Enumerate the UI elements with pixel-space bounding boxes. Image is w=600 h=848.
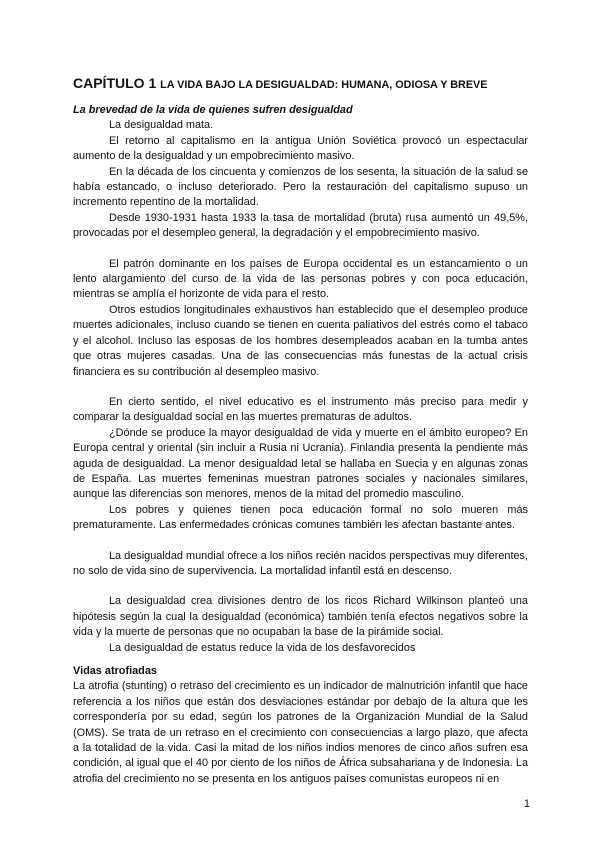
paragraph: ¿Dónde se produce la mayor desigualdad de vida y muerte en el ámbito europeo? En Europa central y oriental (sin incluir a Rusia ni Ucrania). Finlandia presenta la pendiente más aguda de desigualdad. La menor desigualdad letal se hallaba en Suecia y en algunas zonas de España. Las muertes femeninas muestran patrones sociales y nacionales similares, aunque las diferencias son menores, menos de la mitad del promedio masculino. — [73, 426, 528, 501]
paragraph: La desigualdad mata. — [109, 119, 214, 132]
paragraph: La atrofia (stunting) o retraso del crecimiento es un indicador de malnutrición infantil que hace referencia a los niños que están dos desviaciones estándar por debajo de la altura que les correspondería por su edad, según los patrones de la Organización Mundial de la Salud (OMS). Se trata de un retraso en el crecimiento con consecuencias a largo plazo, que afecta a la totalidad de la vida. Casi la mitad de los niños indios menores de cinco años sufren esa condición, al igual que el 40 por ciento de los niños de África subsahariana y de Indonesia. La atrofia del crecimiento no se presenta en los antiguos países comunistas europeos ni en — [73, 680, 528, 785]
paragraph: Otros estudios longitudinales exhaustivos han establecido que el desempleo produce muertes adicionales, incluso cuando se tienen en cuenta paliativos del estrés como el tabaco y el alcohol. Incluso las esposas de los hombres desempleados acaban en la tumba antes que otras mujeres casadas. Una de las consecuencias más funestas de la actual crisis financiera es su contribución al desempleo masivo. — [73, 303, 528, 378]
document-body — [73, 103, 528, 787]
chapter-number: CAPÍTULO 1 — [73, 75, 157, 91]
paragraph: En cierto sentido, el nivel educativo es el instrumento más preciso para medir y comparar la desigualdad social en las muertes prematuras de adultos. — [73, 395, 528, 424]
section-heading-vidas-atrofiadas: Vidas atrofiadas — [73, 665, 157, 677]
section-heading-brevedad: La brevedad de la vida de quienes sufren desigualdad — [73, 104, 353, 116]
paragraph: La desigualdad de estatus reduce la vida de los desfavorecidos — [109, 641, 416, 654]
paragraph: Los pobres y quienes tienen poca educación formal no solo mueren más prematuramente. Las enfermedades crónicas comunes también les afectan bastante antes. — [73, 503, 528, 532]
paragraph: Desde 1930-1931 hasta 1933 la tasa de mortalidad (bruta) rusa aumentó un 49,5%, provocadas por el desempleo general, la degradación y el empobrecimiento masivo. — [73, 211, 528, 240]
chapter-subtitle: LA VIDA BAJO LA DESIGUALDAD: HUMANA, ODIOSA Y BREVE — [160, 79, 488, 91]
chapter-title — [73, 74, 533, 94]
paragraph: La desigualdad mundial ofrece a los niños recién nacidos perspectivas muy diferentes, no solo de vida sino de supervivencia. La mortalidad infantil está en descenso. — [73, 549, 528, 577]
paragraph: El patrón dominante en los países de Europa occidental es un estancamiento o un lento alargamiento del curso de la vida de las personas pobres y con poca educación, mientras se amplía el horizonte de vida para el resto. — [73, 257, 528, 301]
page-number: 1 — [523, 798, 530, 810]
paragraph: En la década de los cincuenta y comienzos de los sesenta, la situación de la salud se había estancado, o incluso deteriorado. Pero la restauración del capitalismo supuso un incremento repentino de la mortalidad. — [73, 165, 528, 209]
paragraph: El retorno al capitalismo en la antigua Unión Soviética provocó un espectacular aumento de la desigualdad y un empobrecimiento masivo. — [73, 134, 528, 163]
paragraph: La desigualdad crea divisiones dentro de los ricos Richard Wilkinson planteó una hipótesis según la cual la desigualdad (económica) también tenía efectos negativos sobre la vida y la muerte de personas que no ocupaban la base de la pirámide social. — [73, 595, 528, 639]
